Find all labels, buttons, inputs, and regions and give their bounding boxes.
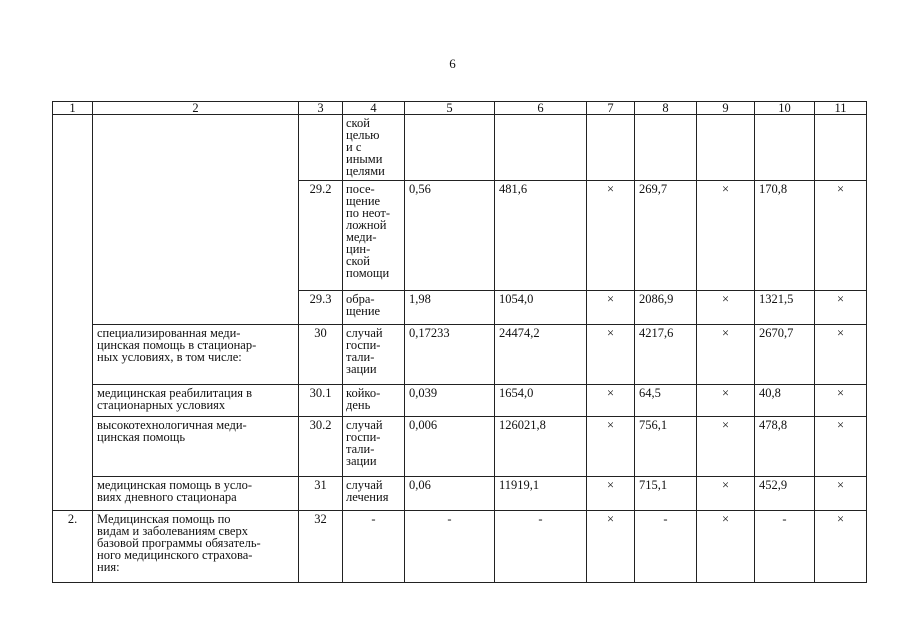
table-cell-col3: 30 [299,325,343,385]
table-cell-col10: 2670,7 [755,325,815,385]
table-cell-col3: 29.3 [299,291,343,325]
table-cell-col2 [93,115,299,181]
table-cell-col6: 126021,8 [495,417,587,477]
table-cell-col4: койко- день [343,385,405,417]
data-table [52,101,867,583]
table-cell-col11: × [815,181,867,291]
table-cell-col5: 0,039 [405,385,495,417]
table-cell-col1 [53,115,93,181]
table-cell-col10: 1321,5 [755,291,815,325]
table-cell-col7: × [587,511,635,583]
table-cell-col3: 30.1 [299,385,343,417]
table-cell-col1 [53,291,93,325]
table-cell-col1 [53,325,93,385]
table-cell-col5: 0,56 [405,181,495,291]
table-cell-col1 [53,181,93,291]
table-cell-col2: медицинская реабилитация в стационарных условиях [93,385,299,417]
table-cell-col9: × [697,511,755,583]
header-cell: 2 [93,102,299,115]
table-cell-col1 [53,385,93,417]
table-cell-col3: 32 [299,511,343,583]
table-cell-col11: × [815,291,867,325]
table-cell-col1 [53,417,93,477]
table-row [53,325,867,385]
table-cell-col4: ской целью и с иными целями [343,115,405,181]
header-cell: 9 [697,102,755,115]
table-cell-col10: 170,8 [755,181,815,291]
table-cell-col7: × [587,417,635,477]
table-cell-col9: × [697,385,755,417]
header-cell: 5 [405,102,495,115]
table-cell-col6: 481,6 [495,181,587,291]
table-cell-col4: случай лечения [343,477,405,511]
table-cell-col8: 269,7 [635,181,697,291]
table-cell-col5 [405,115,495,181]
header-cell: 4 [343,102,405,115]
header-cell: 6 [495,102,587,115]
table-cell-col4: посе- щение по неот- ложной меди- цин- ской помощи [343,181,405,291]
header-cell: 1 [53,102,93,115]
table-cell-col6: 1654,0 [495,385,587,417]
table-cell-col5: 0,17233 [405,325,495,385]
table-cell-col9: × [697,291,755,325]
table-cell-col3: 31 [299,477,343,511]
table-cell-col10: 478,8 [755,417,815,477]
table-cell-col4: - [343,511,405,583]
table-row [53,511,867,583]
table-cell-col7: × [587,181,635,291]
table-cell-col9: × [697,181,755,291]
table-cell-col11: × [815,511,867,583]
table-cell-col8: 2086,9 [635,291,697,325]
table-cell-col11: × [815,417,867,477]
table-cell-col9 [697,115,755,181]
table-cell-col11 [815,115,867,181]
table-cell-col10: 452,9 [755,477,815,511]
table-cell-col11: × [815,325,867,385]
header-cell: 10 [755,102,815,115]
header-cell: 8 [635,102,697,115]
table-row [53,291,867,325]
table-cell-col8: 715,1 [635,477,697,511]
table-cell-col11: × [815,477,867,511]
table-cell-col4: случай госпи- тали- зации [343,325,405,385]
table-cell-col8: 756,1 [635,417,697,477]
table-cell-col10: - [755,511,815,583]
table-row [53,477,867,511]
table-cell-col6: 11919,1 [495,477,587,511]
table-cell-col7: × [587,385,635,417]
header-row [53,102,867,115]
table-cell-col6: 24474,2 [495,325,587,385]
table-cell-col3: 29.2 [299,181,343,291]
table-cell-col9: × [697,477,755,511]
table-cell-col6 [495,115,587,181]
table-cell-col9: × [697,325,755,385]
table-cell-col2: высокотехнологичная меди- цинская помощь [93,417,299,477]
table-cell-col10: 40,8 [755,385,815,417]
table-cell-col10 [755,115,815,181]
table-cell-col5: - [405,511,495,583]
table-cell-col2 [93,291,299,325]
table-cell-col11: × [815,385,867,417]
table-cell-col2: Медицинская помощь по видам и заболеваниям сверх базовой программы обязатель- ного медицинского страхова- ния: [93,511,299,583]
table-cell-col1: 2. [53,511,93,583]
table-cell-col6: - [495,511,587,583]
table-cell-col8: 4217,6 [635,325,697,385]
header-cell: 7 [587,102,635,115]
table-cell-col5: 1,98 [405,291,495,325]
table-row [53,417,867,477]
table-cell-col4: случай госпи- тали- зации [343,417,405,477]
table-cell-col1 [53,477,93,511]
table-cell-col8: - [635,511,697,583]
page-number: 6 [449,56,456,71]
table-row [53,115,867,181]
table-cell-col7: × [587,291,635,325]
header-cell: 11 [815,102,867,115]
table-cell-col5: 0,006 [405,417,495,477]
table-cell-col6: 1054,0 [495,291,587,325]
table-cell-col5: 0,06 [405,477,495,511]
table-cell-col3 [299,115,343,181]
table-cell-col2: специализированная меди- цинская помощь в стационар- ных условиях, в том числе: [93,325,299,385]
table-cell-col8: 64,5 [635,385,697,417]
table-cell-col7: × [587,477,635,511]
table-cell-col2: медицинская помощь в усло- виях дневного стационара [93,477,299,511]
table-cell-col2 [93,181,299,291]
table-row [53,385,867,417]
table-cell-col9: × [697,417,755,477]
table-row [53,181,867,291]
header-cell: 3 [299,102,343,115]
table-cell-col4: обра- щение [343,291,405,325]
table-cell-col3: 30.2 [299,417,343,477]
table-cell-col7 [587,115,635,181]
table-cell-col8 [635,115,697,181]
table-cell-col7: × [587,325,635,385]
